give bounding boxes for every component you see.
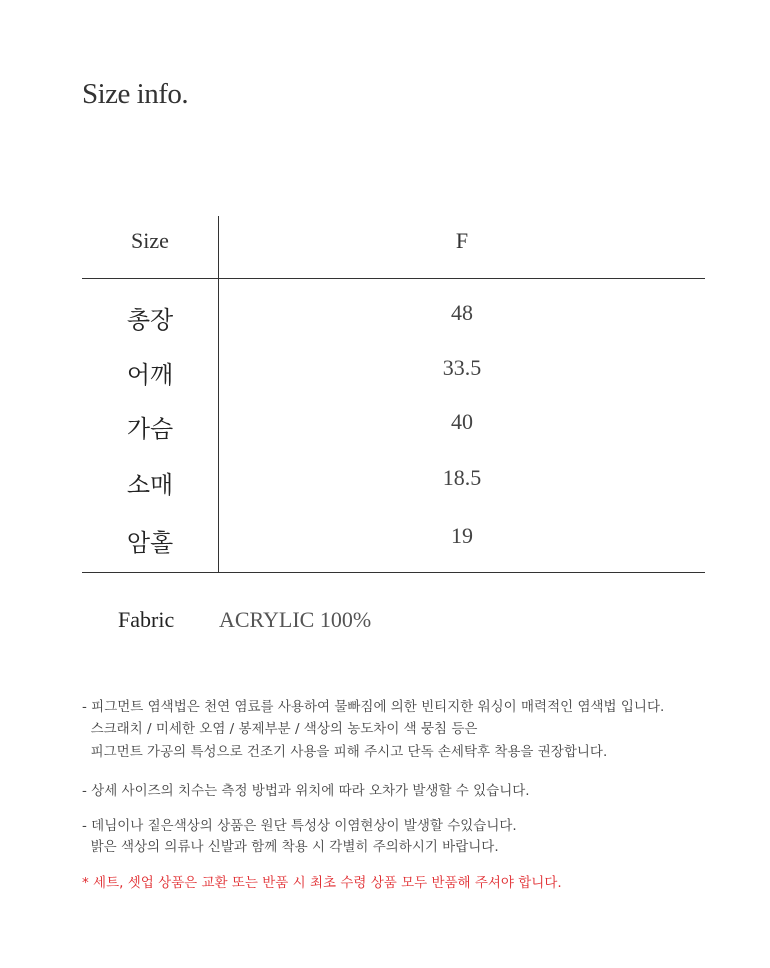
- size-column-header: Size: [131, 228, 169, 253]
- note-line: - 피그먼트 염색법은 천연 염료를 사용하여 물빠짐에 의한 빈티지한 워싱이 매력적인 염색법 입니다.: [82, 699, 665, 715]
- row-value-length: 48: [451, 300, 473, 325]
- row-value-sleeve: 18.5: [442, 465, 482, 490]
- table-row: [82, 465, 705, 505]
- size-f-column-header: F: [455, 228, 469, 253]
- note-line: - 데님이나 짙은색상의 상품은 원단 특성상 이염현상이 발생할 수있습니다.: [82, 818, 517, 834]
- table-bottom-border: [82, 572, 705, 573]
- table-row: [82, 523, 705, 563]
- row-label-chest: 가슴: [126, 415, 174, 443]
- row-label-length: 총장: [126, 306, 174, 334]
- row-label-shoulder: 어깨: [126, 361, 174, 389]
- table-row: [82, 355, 705, 395]
- table-header-divider: [82, 278, 705, 279]
- note-line: - 상세 사이즈의 치수는 측정 방법과 위치에 따라 오차가 발생할 수 있습니다.: [82, 783, 530, 799]
- row-value-shoulder: 33.5: [442, 355, 482, 380]
- table-row: [82, 300, 705, 340]
- note-line: 피그먼트 가공의 특성으로 건조기 사용을 피해 주시고 단독 손세탁후 착용을 권장합니다.: [82, 744, 608, 760]
- warning-note: * 세트, 셋업 상품은 교환 또는 반품 시 최초 수령 상품 모두 반품해 주셔야 합니다.: [82, 875, 562, 891]
- fabric-value: ACRYLIC 100%: [219, 607, 372, 632]
- note-line: 밝은 색상의 의류나 신발과 함께 착용 시 각별히 주의하시기 바랍니다.: [82, 839, 499, 855]
- size-table: [82, 216, 705, 573]
- row-value-chest: 40: [451, 409, 473, 434]
- note-line: 스크래치 / 미세한 오염 / 봉제부분 / 색상의 농도차이 색 뭉침 등은: [82, 721, 478, 737]
- row-value-armhole: 19: [451, 523, 473, 548]
- row-label-sleeve: 소매: [126, 471, 174, 499]
- page-title: Size info.: [82, 78, 189, 110]
- table-row: [82, 409, 705, 449]
- fabric-label: Fabric: [118, 607, 175, 632]
- row-label-armhole: 암홀: [126, 529, 174, 557]
